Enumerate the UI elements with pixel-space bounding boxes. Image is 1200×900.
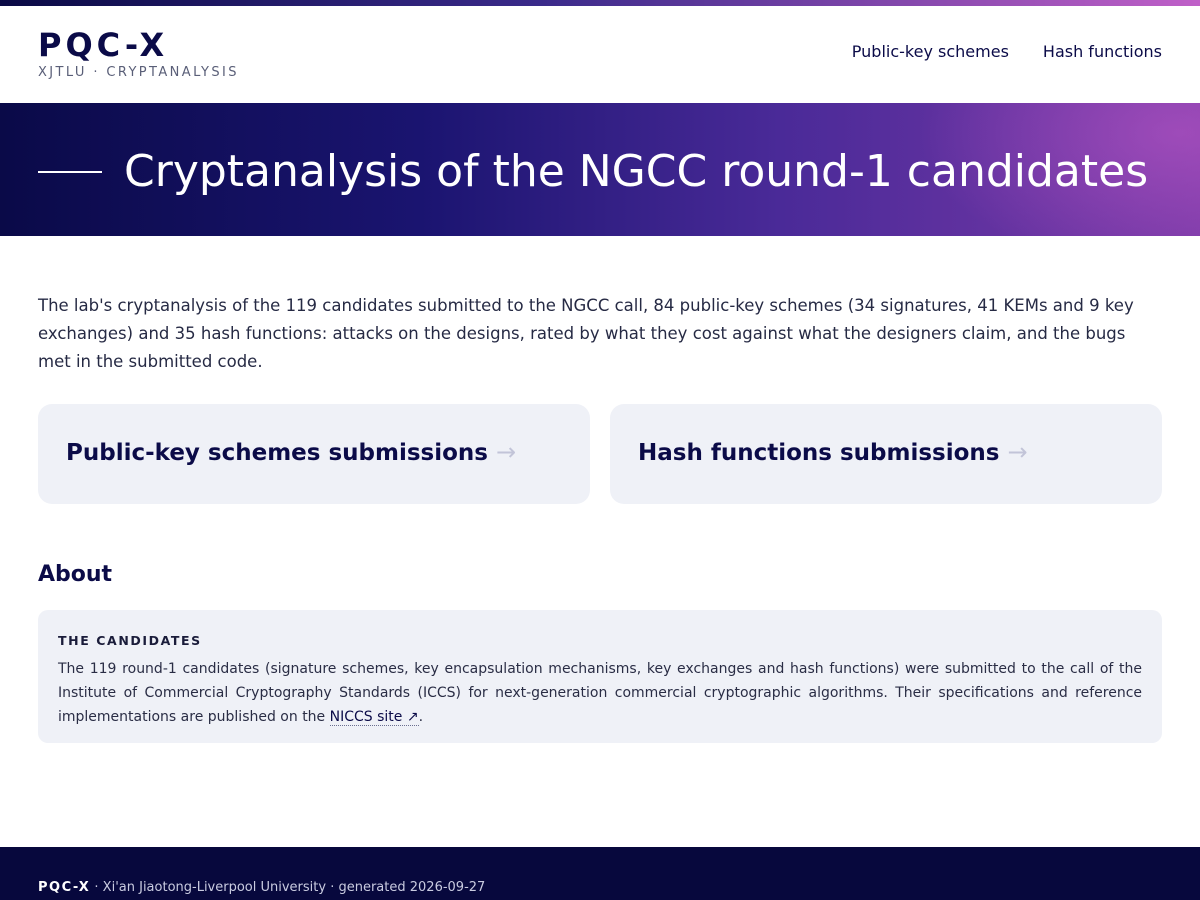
about-heading: About [38,562,113,587]
brand[interactable] [38,26,239,80]
intro-paragraph: The lab's cryptanalysis of the 119 candidates submitted to the NGCC call, 84 public-key schemes (34 signatures, 41 KEMs and 9 key exchanges) and 35 hash functions: attacks on the designs, rated by what they cost against what the designers claim, and the bugs met in the submitted code. [38,296,1134,371]
card-label-hash[interactable] [638,438,1028,466]
footer-text [38,880,485,895]
hero-banner [0,103,1200,236]
niccs-site-link[interactable]: NICCS site ↗ [329,709,419,725]
about-panel [38,610,1162,743]
hash-functions-submissions-card[interactable] [610,404,1162,504]
candidates-description [58,657,1142,729]
card-label-public-key-text: Public-key schemes submissions [66,440,488,466]
arrow-right-icon: → [1007,438,1028,466]
brand-name[interactable]: PQC-X [38,26,169,64]
nav-link-public-key-schemes[interactable]: Public-key schemes [851,42,1009,61]
card-label-hash-text: Hash functions submissions [638,440,1000,466]
site-footer [0,847,1200,900]
nav-link-hash-functions[interactable]: Hash functions [1042,42,1162,61]
public-key-submissions-card[interactable] [38,404,590,504]
brand-subtitle: XJTLU · CRYPTANALYSIS [38,65,239,80]
hero-rule [38,171,102,173]
footer-info: · Xi'an Jiaotong-Liverpool University · generated 2026-09-27 [90,880,486,895]
candidates-text-end: . [418,709,424,725]
candidates-text: The 119 round-1 candidates (signature schemes, key encapsulation mechanisms, key exchanges and hash functions) were submitted to the call of the Institute of Commercial Cryptography Standards (ICCS) for next-generation commercial cryptographic algorithms. Their specifications and reference implementations are published on the [58,661,1142,725]
main-nav [852,42,1162,61]
footer-brand: PQC-X [38,880,91,895]
card-label-public-key[interactable] [66,438,516,466]
arrow-right-icon: → [496,438,517,466]
candidates-heading: THE CANDIDATES [58,633,202,648]
site-header [0,6,1200,103]
page-title: Cryptanalysis of the NGCC round-1 candidates [124,146,1149,197]
